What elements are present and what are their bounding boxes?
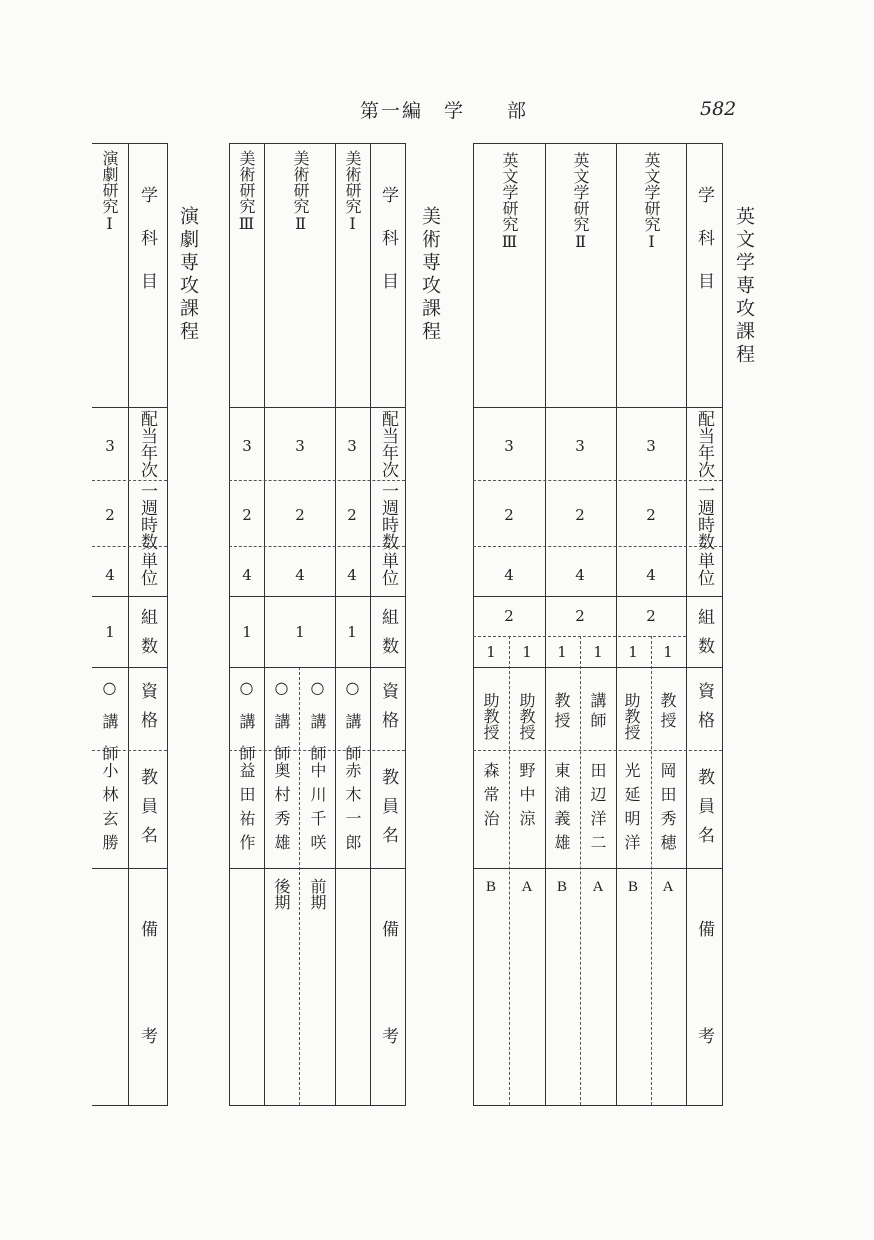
course-year: 3 [504,437,514,455]
english-section-title: 英文学専攻課程 [733,206,755,367]
course-hours: 2 [242,506,252,524]
teacher-name: 小林玄勝 [100,762,119,858]
col-groups-label: 組数 [137,608,157,666]
teacher-name: 岡田秀穂 [658,762,677,858]
teacher-name: 奥村秀雄 [272,762,291,858]
col-remarks-label: 備考 [694,920,714,1134]
teacher-name: 森常治 [481,762,500,834]
teacher-qual: 教授 [552,692,571,732]
course-units: 4 [347,566,357,584]
art-section-title: 美術専攻課程 [419,206,441,344]
col-hours-label: 一週時数 [378,482,398,550]
course-hours: 2 [646,506,656,524]
course-hours: 2 [575,506,585,524]
col-remarks-label: 備考 [378,920,398,1134]
col-year-label: 配当年次 [137,410,157,478]
col-teacher-label: 教員名 [378,768,398,855]
course-units: 4 [575,566,585,584]
course-units: 4 [105,566,115,584]
teacher-qual: ○講師 [308,678,327,777]
course-units: 4 [242,566,252,584]
sub-groups: 1 [663,643,673,661]
teacher-qual: ○講師 [343,678,362,777]
course-name: 英文学研究Ⅲ [500,152,519,251]
sub-groups: 1 [557,643,567,661]
col-hours-label: 一週時数 [694,482,714,550]
col-units-label: 単位 [378,552,398,586]
col-qual-label: 資格 [694,682,714,740]
teacher-name: 田辺洋二 [588,762,607,858]
remark: A [662,879,674,895]
course-year: 3 [347,437,357,455]
sub-groups: 1 [593,643,603,661]
course-groups: 1 [242,623,252,641]
remark: 前期 [308,878,327,910]
remark: A [592,879,604,895]
course-groups: 1 [295,623,305,641]
course-groups: 1 [105,623,115,641]
teacher-name: 光延明洋 [622,762,641,858]
col-remarks-label: 備考 [137,920,157,1134]
teacher-qual: 助教授 [481,692,500,740]
course-name: 美術研究Ⅲ [237,150,256,233]
course-units: 4 [504,566,514,584]
course-name: 美術研究Ⅰ [343,150,362,233]
course-name: 英文学研究Ⅰ [642,152,661,251]
teacher-qual: ○講師 [237,678,256,777]
teacher-qual: ○講師 [272,678,291,777]
col-hours-label: 一週時数 [137,482,157,550]
course-groups: 1 [347,623,357,641]
course-year: 3 [105,437,115,455]
course-year: 3 [575,437,585,455]
sub-groups: 1 [628,643,638,661]
col-units-label: 単位 [137,552,157,586]
course-units: 4 [295,566,305,584]
course-year: 3 [242,437,252,455]
col-groups-label: 組数 [694,608,714,666]
sub-groups: 1 [522,643,532,661]
col-units-label: 単位 [694,552,714,586]
page-number: 582 [700,98,737,120]
course-year: 3 [295,437,305,455]
course-name: 英文学研究Ⅱ [571,152,590,251]
teacher-name: 益田祐作 [237,762,256,858]
teacher-qual: 教授 [658,692,677,732]
col-year-label: 配当年次 [694,410,714,478]
remark: A [521,879,533,895]
course-groups: 2 [575,607,585,625]
course-units: 4 [646,566,656,584]
course-hours: 2 [105,506,115,524]
course-hours: 2 [504,506,514,524]
teacher-qual: 助教授 [622,692,641,740]
teacher-name: 赤木一郎 [343,762,362,858]
col-teacher-label: 教員名 [137,768,157,855]
course-groups: 2 [646,607,656,625]
page-header: 第一編 学 部 [360,100,529,122]
teacher-qual: 講師 [588,692,607,732]
drama-section-title: 演劇専攻課程 [177,206,199,344]
col-year-label: 配当年次 [378,410,398,478]
col-subject-label: 学科目 [378,186,398,315]
col-subject-label: 学科目 [137,186,157,315]
teacher-qual: ○講師 [100,678,119,777]
teacher-qual: 助教授 [517,692,536,740]
col-groups-label: 組数 [378,608,398,666]
sub-groups: 1 [486,643,496,661]
course-name: 演劇研究Ⅰ [100,150,119,233]
col-qual-label: 資格 [378,682,398,740]
col-qual-label: 資格 [137,682,157,740]
course-hours: 2 [347,506,357,524]
col-teacher-label: 教員名 [694,768,714,855]
remark: B [627,879,638,895]
course-year: 3 [646,437,656,455]
course-name: 美術研究Ⅱ [291,150,310,233]
course-hours: 2 [295,506,305,524]
teacher-name: 中川千咲 [308,762,327,858]
teacher-name: 東浦義雄 [552,762,571,858]
remark: B [485,879,496,895]
course-groups: 2 [504,607,514,625]
remark: 後期 [272,878,291,910]
remark: B [556,879,567,895]
col-subject-label: 学科目 [694,186,714,315]
teacher-name: 野中涼 [517,762,536,834]
